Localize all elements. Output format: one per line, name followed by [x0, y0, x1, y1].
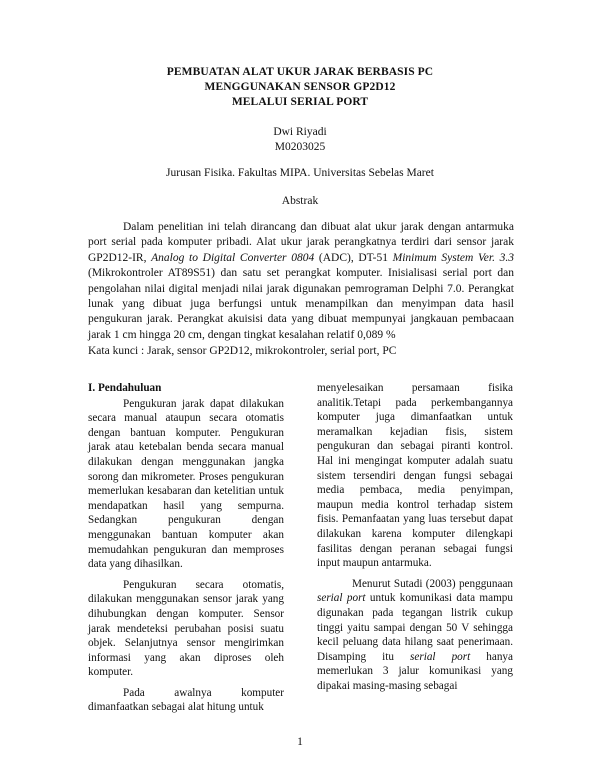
- keywords: Kata kunci : Jarak, sensor GP2D12, mikrokontroler, serial port, PC: [88, 345, 397, 357]
- abstract-emph-2: Minimum System Ver. 3.3: [392, 251, 514, 264]
- abstract-text-1: Dalam penelitian ini telah dirancang dan dibuat alat ukur jarak dengan antarmuka port serial pada komputer pribadi. Alat ukur jarak perangkatnya terdiri dari sensor jarak GP2D12-IR,: [88, 221, 514, 264]
- right-paragraph-1: menyelesaikan persamaan fisika analitik.Tetapi pada perkembangannya komputer juga dimanfaatkan untuk meramalkan kejadian fisis, sistem pengukuran dan sebagai piranti kontrol. Hal ini mengingat komputer adalah suatu sistem tersendiri dengan fungsi sebagai media pembaca, media penyimpan, maupun media kontrol terhadap sistem fisis. Pemanfaatan yang luas tersebut dapat dilakukan karena komputer dilengkapi fasilitas dengan peranan sebagai fungsi input maupun antarmuka.: [317, 382, 513, 570]
- title-line-1: PEMBUATAN ALAT UKUR JARAK BERBASIS PC: [166, 66, 434, 78]
- left-paragraph-2: Pengukuran secara otomatis, dilakukan menggunakan sensor jarak yang dihubungkan dengan komputer. Sensor jarak mendeteksi perubahan posisi suatu objek. Selanjutnya sensor mengirimkan informasi yang akan diproses oleh komputer.: [88, 578, 284, 679]
- author-name: Dwi Riyadi: [273, 126, 327, 138]
- author-id: M0203025: [274, 141, 326, 153]
- section-heading: I. Pendahuluan: [88, 382, 162, 394]
- right-p2-text-c: hanya memerlukan 3 jalur komunikasi yang dipakai masing-masing sebagai: [317, 650, 513, 692]
- abstract-text-2: (ADC), DT-51: [314, 251, 393, 264]
- right-column: [317, 381, 513, 699]
- abstract-heading: Abstrak: [281, 195, 319, 207]
- right-p2-emph-2: serial port: [410, 650, 471, 663]
- page-number: 1: [297, 736, 303, 748]
- right-p2-text-a: Menurut Sutadi (2003) penggunaan: [352, 577, 513, 590]
- right-p2-emph-1: serial port: [317, 592, 366, 605]
- title-line-3: MELALUI SERIAL PORT: [231, 96, 369, 108]
- right-p2-text-b: untuk komunikasi data mampu digunakan pada tegangan listrik cukup tinggi yaitu sampai dengan 50 V sehingga kecil peluang data hilang saat penerimaan. Disamping itu: [317, 592, 513, 663]
- title-line-2: MENGGUNAKAN SENSOR GP2D12: [204, 81, 396, 93]
- abstract-text-3: (Mikrokontroler AT89S51) dan satu set perangkat komputer. Inisialisasi serial port dan pengolahan nilai digital menjadi nilai jarak digunakan pemrograman Delphi 7.0. Perangkat lunak yang dibuat juga berfungsi untuk menampilkan dan menyimpan data hasil pengukuran jarak. Perangkat akuisisi data yang dibuat mempunyai jangkauan pembacaan jarak 1 cm hingga 20 cm, dengan tingkat kesalahan relatif 0,089 %: [88, 267, 514, 341]
- left-paragraph-3: Pada awalnya komputer dimanfaatkan sebagai alat hitung untuk: [88, 686, 284, 714]
- author-affiliation: Jurusan Fisika. Fakultas MIPA. Universitas Sebelas Maret: [166, 167, 434, 179]
- left-paragraph-1: Pengukuran jarak dapat dilakukan secara manual ataupun secara otomatis dengan bantuan komputer. Pengukuran jarak atau ketebalan benda secara manual dilakukan dengan menggunakan jangka sorong dan mikrometer. Proses pengukuran memerlukan kesabaran dan ketelitian untuk mendapatkan hasil yang sempurna. Sedangkan pengukuran dengan menggunakan bantuan komputer akan memudahkan pengukuran dan memproses data yang dihasilkan.: [88, 397, 284, 571]
- abstract-body: [88, 220, 514, 343]
- left-column: [88, 381, 284, 721]
- right-paragraph-2: [317, 577, 513, 694]
- abstract-emph-1: Analog to Digital Converter 0804: [151, 251, 315, 264]
